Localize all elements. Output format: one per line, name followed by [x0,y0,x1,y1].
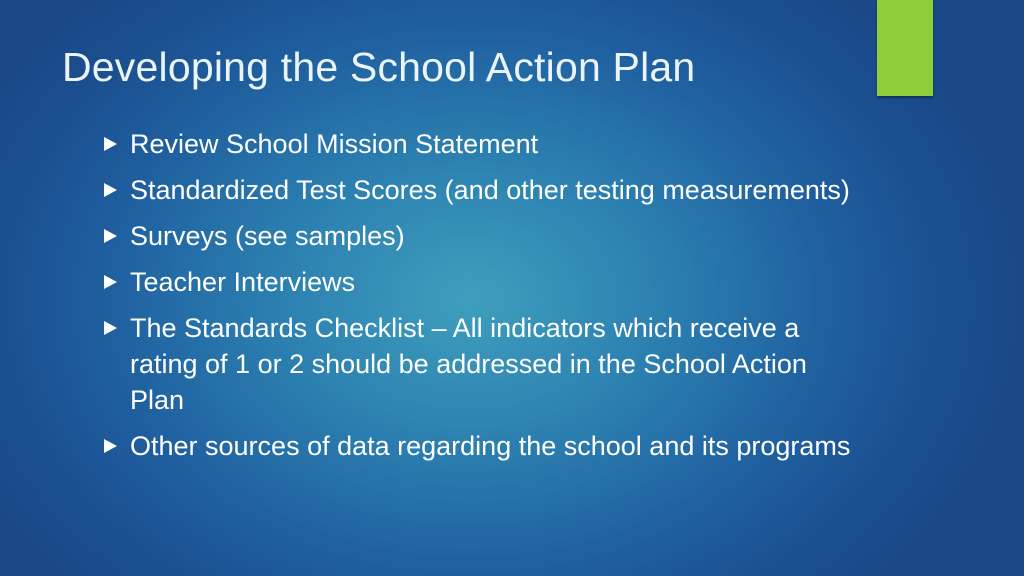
slide-title: Developing the School Action Plan [62,44,696,90]
bullet-text: Surveys (see samples) [130,221,405,251]
triangle-right-icon [104,439,117,453]
bullet-item [100,264,860,300]
bullet-item [100,172,860,208]
triangle-right-icon [104,321,117,335]
bullet-text: Standardized Test Scores (and other testing measurements) [130,175,850,205]
accent-bar [877,0,933,96]
bullet-item [100,218,860,254]
triangle-right-icon [104,137,117,151]
bullet-item [100,428,860,464]
bullet-text: Other sources of data regarding the school and its programs [130,431,851,461]
bullet-text: Review School Mission Statement [130,129,539,159]
bullet-text: The Standards Checklist – All indicators which receive a rating of 1 or 2 should be addressed in the School Action Plan [130,313,807,415]
bullet-item [100,310,860,418]
triangle-right-icon [104,183,117,197]
bullet-item [100,126,860,162]
triangle-right-icon [104,229,117,243]
bullet-list [100,126,860,474]
triangle-right-icon [104,275,117,289]
bullet-text: Teacher Interviews [130,267,356,297]
